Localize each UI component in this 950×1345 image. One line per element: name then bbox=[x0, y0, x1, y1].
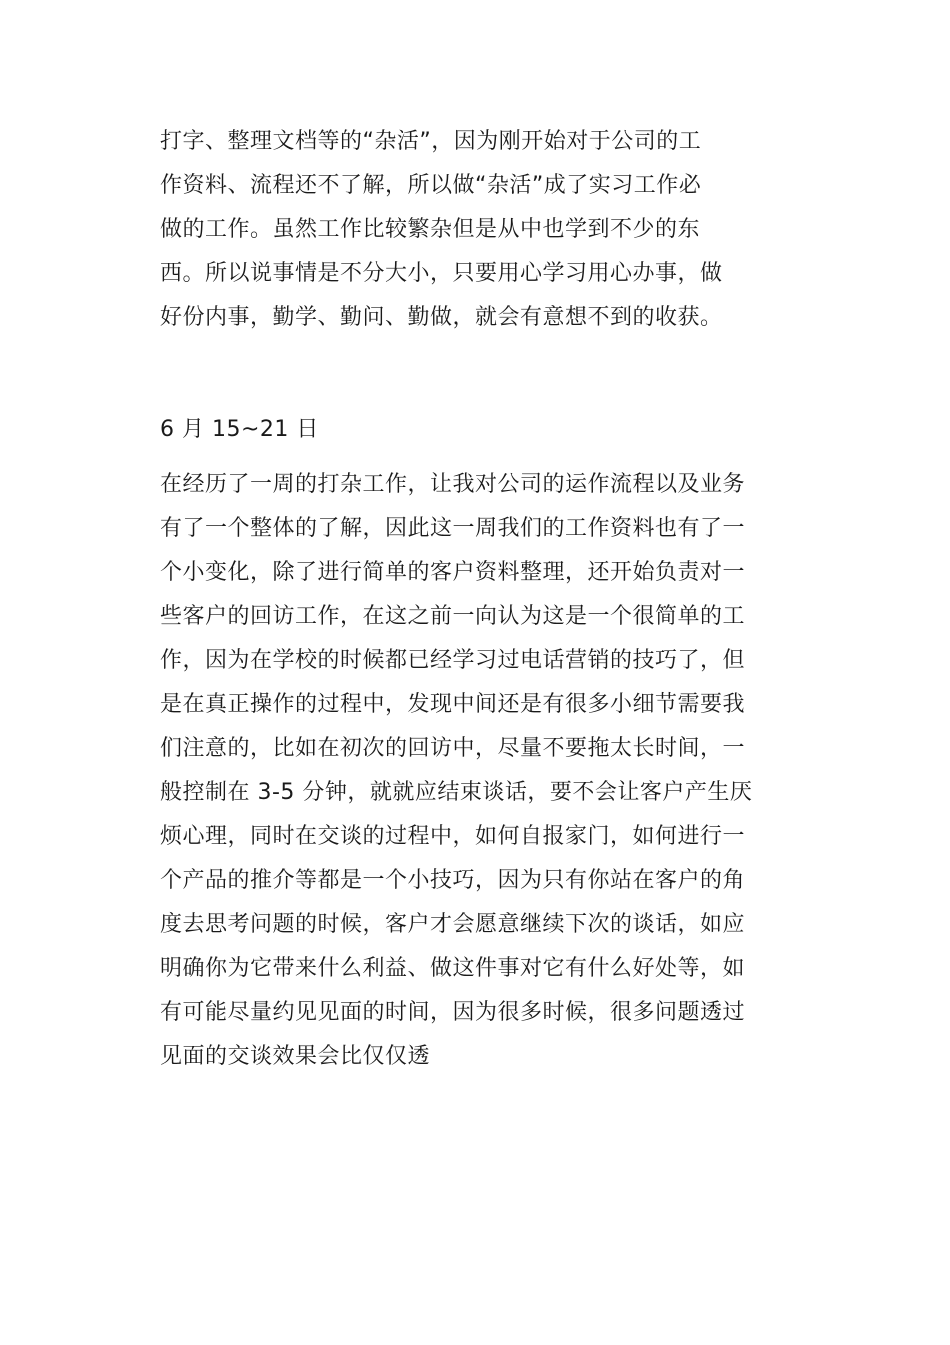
text-line: 烦心理，同时在交谈的过程中，如何自报家门，如何进行一 bbox=[160, 824, 746, 849]
text-line: 在经历了一周的打杂工作，让我对公司的运作流程以及业务 bbox=[160, 472, 746, 497]
text-line: 明确你为它带来什么利益、做这件事对它有什么好处等，如 bbox=[160, 956, 746, 981]
text-line: 好份内事，勤学、勤问、勤做，就会有意想不到的收获。 bbox=[160, 305, 723, 330]
text-line: 西。所以说事情是不分大小，只要用心学习用心办事，做 bbox=[160, 261, 723, 286]
text-line: 见面的交谈效果会比仅仅透 bbox=[160, 1044, 431, 1069]
paragraph-2 bbox=[160, 463, 770, 1079]
paragraph-1 bbox=[160, 120, 770, 340]
text-line: 作资料、流程还不了解，所以做“杂活”成了实习工作必 bbox=[160, 173, 702, 198]
text-line: 度去思考问题的时候，客户才会愿意继续下次的谈话，如应 bbox=[160, 912, 746, 937]
section-heading: 6 月 15~21 日 bbox=[160, 417, 319, 442]
text-line: 是在真正操作的过程中，发现中间还是有很多小细节需要我 bbox=[160, 692, 746, 717]
text-line: 打字、整理文档等的“杂活”，因为刚开始对于公司的工 bbox=[160, 129, 702, 154]
text-line: 些客户的回访工作，在这之前一向认为这是一个很简单的工 bbox=[160, 604, 746, 629]
text-line: 个产品的推介等都是一个小技巧，因为只有你站在客户的角 bbox=[160, 868, 746, 893]
text-line: 们注意的，比如在初次的回访中，尽量不要拖太长时间，一 bbox=[160, 736, 746, 761]
text-line: 有可能尽量约见见面的时间，因为很多时候，很多问题透过 bbox=[160, 1000, 746, 1025]
section-heading-block bbox=[160, 408, 770, 452]
text-line: 有了一个整体的了解，因此这一周我们的工作资料也有了一 bbox=[160, 516, 746, 541]
text-line: 个小变化，除了进行简单的客户资料整理，还开始负责对一 bbox=[160, 560, 746, 585]
text-line: 做的工作。虽然工作比较繁杂但是从中也学到不少的东 bbox=[160, 217, 701, 242]
text-line: 作，因为在学校的时候都已经学习过电话营销的技巧了，但 bbox=[160, 648, 746, 673]
text-line: 般控制在 3-5 分钟，就就应结束谈话，要不会让客户产生厌 bbox=[160, 780, 753, 805]
